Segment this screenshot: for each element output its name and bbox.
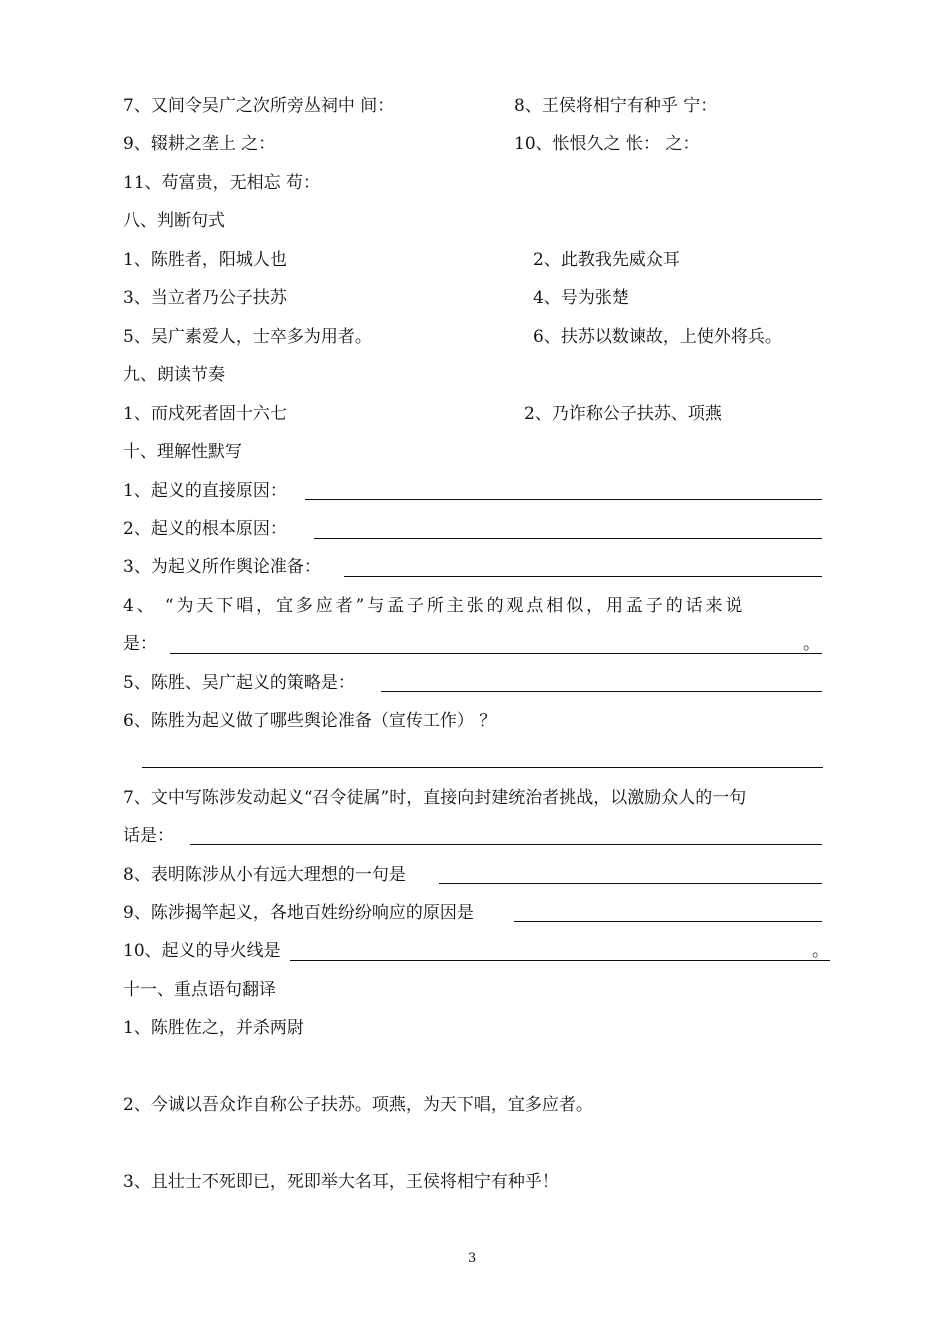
q8-answer-line[interactable]	[439, 883, 822, 884]
page-number: 3	[468, 1251, 477, 1266]
s8-item-4: 4、号为张楚	[533, 288, 629, 308]
q2-label: 2、起义的根本原因：	[123, 519, 287, 539]
q1-answer-line[interactable]	[305, 499, 822, 500]
s8-item-5: 5、吴广素爱人，士卒多为用者。	[123, 327, 372, 347]
q9-label: 9、陈涉揭竿起义，各地百姓纷纷响应的原因是	[123, 903, 474, 923]
item-9: 9、辍耕之垄上 之：	[123, 134, 276, 154]
q4-label-cont: 是：	[123, 634, 157, 654]
translation-1: 1、陈胜佐之，并杀两尉	[123, 1018, 304, 1038]
translation-3: 3、且壮士不死即已，死即举大名耳，王侯将相宁有种乎！	[123, 1172, 559, 1192]
s8-item-6: 6、扶苏以数谏故，上使外将兵。	[533, 327, 782, 347]
s8-item-3: 3、当立者乃公子扶苏	[123, 288, 287, 308]
section-heading-8: 八、判断句式	[123, 211, 225, 231]
q4-label: 4、 “为天下唱，宜多应者”与孟子所主张的观点相似，用孟子的话来说	[123, 596, 746, 616]
q1-label: 1、起义的直接原因：	[123, 481, 287, 501]
q4-answer-line[interactable]	[170, 653, 822, 654]
q2-answer-line[interactable]	[314, 538, 822, 539]
q6-answer-line[interactable]	[142, 767, 823, 768]
q7-label-cont: 话是：	[123, 826, 174, 846]
section-heading-9: 九、朗读节奏	[123, 365, 225, 385]
q3-label: 3、为起义所作舆论准备：	[123, 557, 321, 577]
q6-label: 6、陈胜为起义做了哪些舆论准备（宣传工作） ？	[123, 711, 497, 731]
section-heading-11: 十一、重点语句翻译	[123, 980, 276, 1000]
q3-answer-line[interactable]	[344, 576, 822, 577]
item-10: 10、怅恨久之 怅： 之：	[514, 134, 700, 154]
section-heading-10: 十、理解性默写	[123, 442, 242, 462]
q5-answer-line[interactable]	[381, 691, 822, 692]
s9-item-2: 2、乃诈称公子扶苏、项燕	[524, 404, 722, 424]
item-11: 11、苟富贵，无相忘 苟：	[123, 173, 321, 193]
q10-label: 10、起义的导火线是	[123, 941, 281, 961]
q4-period: 。	[803, 634, 820, 654]
translation-2: 2、今诚以吾众诈自称公子扶苏。项燕，为天下唱，宜多应者。	[123, 1095, 593, 1115]
q7-label: 7、文中写陈涉发动起义“召令徒属”时，直接向封建统治者挑战，以激励众人的一句	[123, 788, 747, 808]
s9-item-1: 1、而戍死者固十六七	[123, 404, 287, 424]
q10-answer-line[interactable]	[290, 960, 830, 961]
q8-label: 8、表明陈涉从小有远大理想的一句是	[123, 865, 406, 885]
s8-item-2: 2、此教我先威众耳	[533, 250, 680, 270]
item-7: 7、又间令吴广之次所旁丛祠中 间：	[123, 96, 395, 116]
q10-period: 。	[812, 941, 829, 961]
s8-item-1: 1、陈胜者，阳城人也	[123, 250, 287, 270]
q9-answer-line[interactable]	[514, 921, 822, 922]
q7-answer-line[interactable]	[190, 844, 822, 845]
q5-label: 5、陈胜、吴广起义的策略是：	[123, 673, 355, 693]
item-8: 8、王侯将相宁有种乎 宁：	[514, 96, 718, 116]
